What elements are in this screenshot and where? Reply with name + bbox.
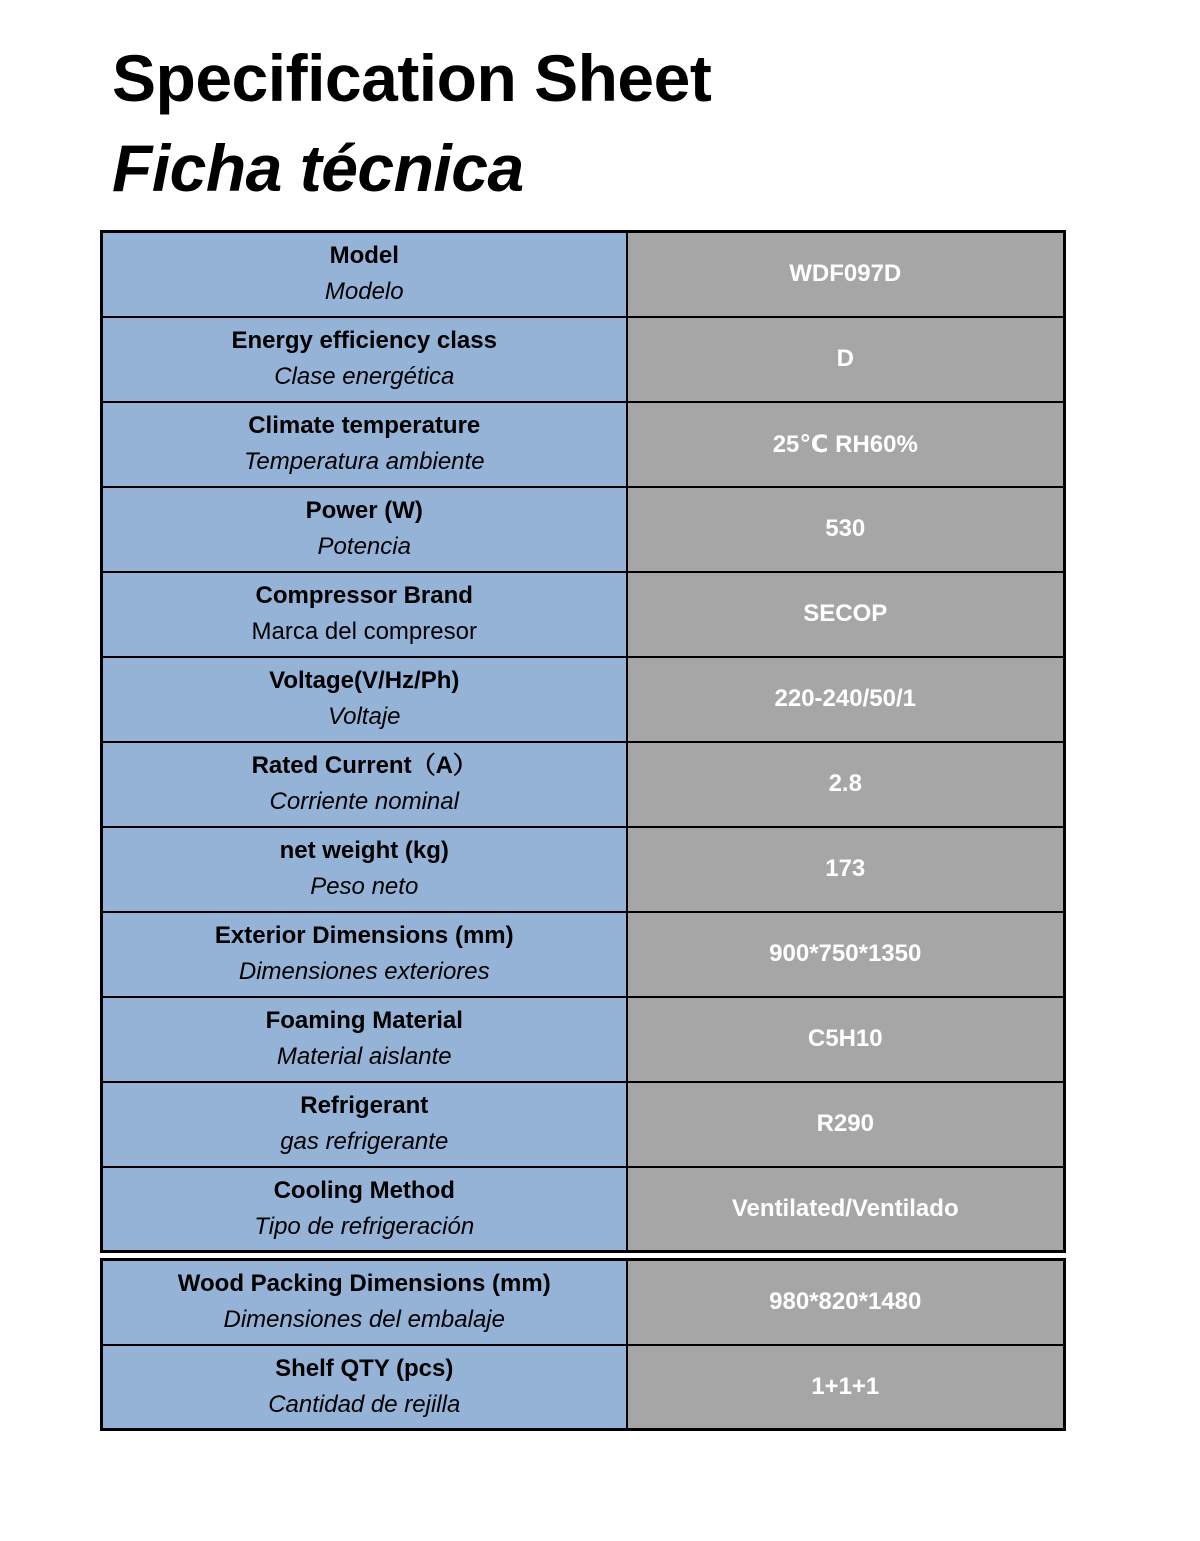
spec-row-model — [102, 232, 1065, 317]
spec-label-cell — [102, 402, 627, 487]
spec-label-en: Voltage(V/Hz/Ph) — [269, 667, 460, 694]
spec-label-en: Refrigerant — [300, 1092, 429, 1119]
spec-label-es: Tipo de refrigeración — [254, 1212, 475, 1240]
spec-table — [100, 230, 1066, 1253]
spec-label-en: Model — [329, 242, 399, 270]
spec-label-es: Dimensiones exteriores — [238, 958, 490, 985]
spec-row-energy-class — [102, 317, 1065, 402]
spec-label-cell — [102, 572, 627, 657]
spec-row-net-weight — [102, 827, 1065, 912]
spec-value: Ventilated/Ventilado — [627, 1167, 1065, 1252]
spec-value: WDF097D — [627, 232, 1065, 317]
spec-row-compressor-brand — [102, 572, 1065, 657]
spec-row-shelf-qty — [102, 1345, 1065, 1430]
spec-label-es: Voltaje — [328, 703, 401, 730]
spec-row-exterior-dimensions — [102, 912, 1065, 997]
spec-label-es: Potencia — [317, 533, 411, 560]
spec-label-es: Dimensiones del embalaje — [223, 1306, 505, 1334]
spec-value: 25℃ RH60% — [627, 402, 1065, 487]
spec-label-en: Climate temperature — [248, 412, 481, 439]
spec-value: R290 — [627, 1082, 1065, 1167]
spec-value: D — [627, 317, 1065, 402]
spec-label-cell — [102, 1345, 627, 1430]
spec-table-packing — [100, 1258, 1066, 1431]
spec-label-cell — [102, 912, 627, 997]
page-subtitle: Ficha técnica — [112, 131, 524, 205]
spec-value: 530 — [627, 487, 1065, 572]
spec-label-es: Temperatura ambiente — [243, 448, 485, 475]
spec-label-cell — [102, 232, 627, 317]
spec-label-cell — [102, 657, 627, 742]
spec-label-cell — [102, 1082, 627, 1167]
spec-value: 220-240/50/1 — [627, 657, 1065, 742]
spec-value: 173 — [627, 827, 1065, 912]
spec-value: 2.8 — [627, 742, 1065, 827]
spec-row-packing-dimensions — [102, 1260, 1065, 1345]
spec-label-es: gas refrigerante — [280, 1128, 449, 1155]
spec-label-en: Exterior Dimensions (mm) — [214, 922, 514, 949]
spec-label-en: Shelf QTY (pcs) — [275, 1354, 454, 1382]
spec-row-power — [102, 487, 1065, 572]
spec-label-cell — [102, 1167, 627, 1252]
spec-label-en: Compressor Brand — [255, 582, 473, 609]
spec-label-en: Rated Current（A） — [251, 752, 477, 779]
spec-label-es: Material aislante — [276, 1043, 452, 1070]
spec-label-es: Clase energética — [274, 363, 455, 390]
spec-label-cell — [102, 1260, 627, 1345]
spec-row-climate-temperature — [102, 402, 1065, 487]
spec-label-en: Wood Packing Dimensions (mm) — [177, 1270, 551, 1298]
spec-label-es: Modelo — [324, 278, 404, 306]
spec-label-es: Marca del compresor — [251, 618, 477, 645]
spec-label-en: Cooling Method — [273, 1176, 455, 1204]
spec-row-cooling-method — [102, 1167, 1065, 1252]
spec-value: 900*750*1350 — [627, 912, 1065, 997]
spec-row-voltage — [102, 657, 1065, 742]
spec-value: SECOP — [627, 572, 1065, 657]
spec-label-es: Cantidad de rejilla — [268, 1390, 461, 1418]
spec-label-cell — [102, 742, 627, 827]
spec-label-cell — [102, 317, 627, 402]
spec-label-en: Energy efficiency class — [231, 327, 497, 354]
spec-label-cell — [102, 487, 627, 572]
spec-label-en: Power (W) — [305, 497, 423, 524]
spec-label-en: net weight (kg) — [279, 837, 449, 864]
spec-row-refrigerant — [102, 1082, 1065, 1167]
spec-row-rated-current — [102, 742, 1065, 827]
spec-label-cell — [102, 997, 627, 1082]
spec-value: C5H10 — [627, 997, 1065, 1082]
spec-row-foaming-material — [102, 997, 1065, 1082]
page-title: Specification Sheet — [112, 41, 712, 115]
spec-value: 980*820*1480 — [627, 1260, 1065, 1345]
spec-value: 1+1+1 — [627, 1345, 1065, 1430]
spec-label-es: Corriente nominal — [269, 788, 459, 815]
spec-label-en: Foaming Material — [265, 1007, 463, 1034]
spec-label-cell — [102, 827, 627, 912]
spec-label-es: Peso neto — [310, 873, 419, 900]
